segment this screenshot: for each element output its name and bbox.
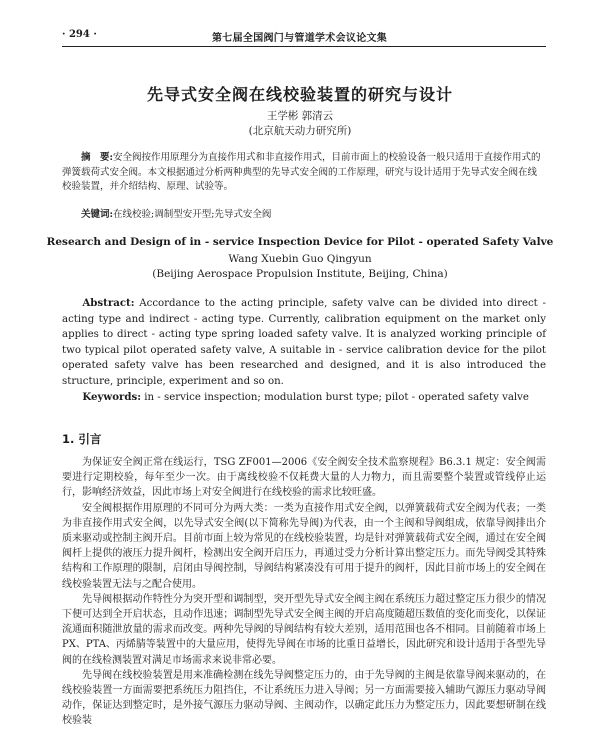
abstract-en (62, 296, 546, 390)
abstract-cn-label: 摘 要: (81, 152, 114, 163)
affiliation-cn: (北京航天动力研究所) (248, 125, 352, 137)
abstract-cn-text: 安全阀按作用原理分为直接作用式和非直接作用式，目前市面上的校验设备一般只适用于直接作用式的弹簧载荷式安全阀。本文根据通过分析两种典型的先导式安全阀的工作原理，研究与设计适用于先导式安全阀在线校验装置，并介绍结构、原理、试验等。 (62, 152, 541, 193)
keywords-en-text: in - service inspection; modulation burst type; pilot - operated safety valve (144, 392, 529, 403)
body-paragraph: 为保证安全阀正常在线运行，TSG ZF001—2006《安全阀安全技术监察规程》B6.3.1 规定：安全阀需要进行定期校验，每年至少一次。由于离线校验不仅耗费大量的人力物力，而且需要整个装置或管线停止运行，影响经济效益，因此市场上对安全阀进行在线校验的需求比较旺盛。 (62, 457, 546, 499)
abstract-en-label: Abstract: (82, 297, 135, 309)
paper-title-en: Research and Design of in - service Inspection Device for Pilot - operated Safety Valve (46, 236, 554, 248)
running-header (62, 29, 546, 45)
keywords-cn (62, 208, 546, 222)
body-paragraph: 安全阀根据作用原理的不同可分为两大类：一类为直接作用式安全阀，以弹簧载荷式安全阀为代表；一类为非直接作用式安全阀，以先导式安全阀(以下简称先导阀)为代表，由一个主阀和导阀组成，依靠导阀排出介质来驱动或控制主阀开启。目前市面上较为常见的在线校验装置，均是针对弹簧载荷式安全阀，通过在安全阀阀杆上提供的液压力提升阀杆，检测出安全阀开启压力，再通过受力分析计算出整定压力。而先导阀受其特殊结构和工作原理的限制，启闭由导阀控制，导阀结构紧凑没有可用于提升的阀杆，因此目前市场上的安全阀在线校验装置无法与之配合使用。 (62, 502, 546, 590)
authors-cn: 王学彬 郭清云 (266, 110, 334, 122)
paper-title-cn: 先导式安全阀在线校验装置的研究与设计 (146, 85, 453, 104)
keywords-cn-label: 关键词: (81, 209, 114, 220)
introduction-body (62, 455, 546, 729)
keywords-en-label: Keywords: (82, 391, 141, 403)
affiliation-en: (Beijing Aerospace Propulsion Institute, Beijing, China) (152, 268, 448, 280)
header-rule (62, 46, 546, 47)
body-paragraph: 先导阀根据动作特性分为突开型和调制型，突开型先导式安全阀主阀在系统压力超过整定压力很少的情况下便可达到全开启状态，且动作迅速；调制型先导式安全阀主阀的开启高度随超压数值的变化而变化，以保证流通面积随泄放量的需求而改变。两种先导阀的导阀结构有较大差别，适用范围也各不相同。目前随着市场上PX、PTA、丙烯腈等装置中的大量应用，使得先导阀在市场的比重日益增长，因此研究和设计适用于各型先导阀的在线检测装置对满足市场需求来说非常必要。 (62, 593, 546, 666)
keywords-en (62, 390, 546, 405)
running-title: 第七届全国阀门与管道学术会议论文集 (212, 33, 388, 44)
section-heading-introduction: 1. 引言 (62, 432, 102, 446)
body-paragraph: 先导阀在线校验装置是用来准确检测在线先导阀整定压力的，由于先导阀的主阀是依靠导阀来驱动的，在线校验装置一方面需要把系统压力阻挡住，不让系统压力进入导阀；另一方面需要接入辅助气源压力驱动导阀动作，保证达到整定时，是外接气源压力驱动导阀、主阀动作，以确定此压力为整定压力，因此要想研制在线校验装 (62, 669, 546, 727)
page-number: · 294 · (62, 29, 97, 40)
authors-en: Wang Xuebin Guo Qingyun (228, 253, 372, 265)
abstract-cn (62, 151, 546, 195)
keywords-cn-text: 在线校验;调制型安开型;先导式安全阀 (113, 209, 272, 220)
abstract-en-text: Accordance to the acting principle, safety valve can be divided into direct - acting type and indirect - acting type. Currently, calibration equipment on the market only applies to direct - acting type spring loaded safety valve. It is analyzed working principle of two typical pilot operated safety valve, A suitable in - service calibration device for the pilot operated safety valve has been researched and designed, and it is also introduced the structure, principle, experiment and so on. (62, 298, 546, 387)
